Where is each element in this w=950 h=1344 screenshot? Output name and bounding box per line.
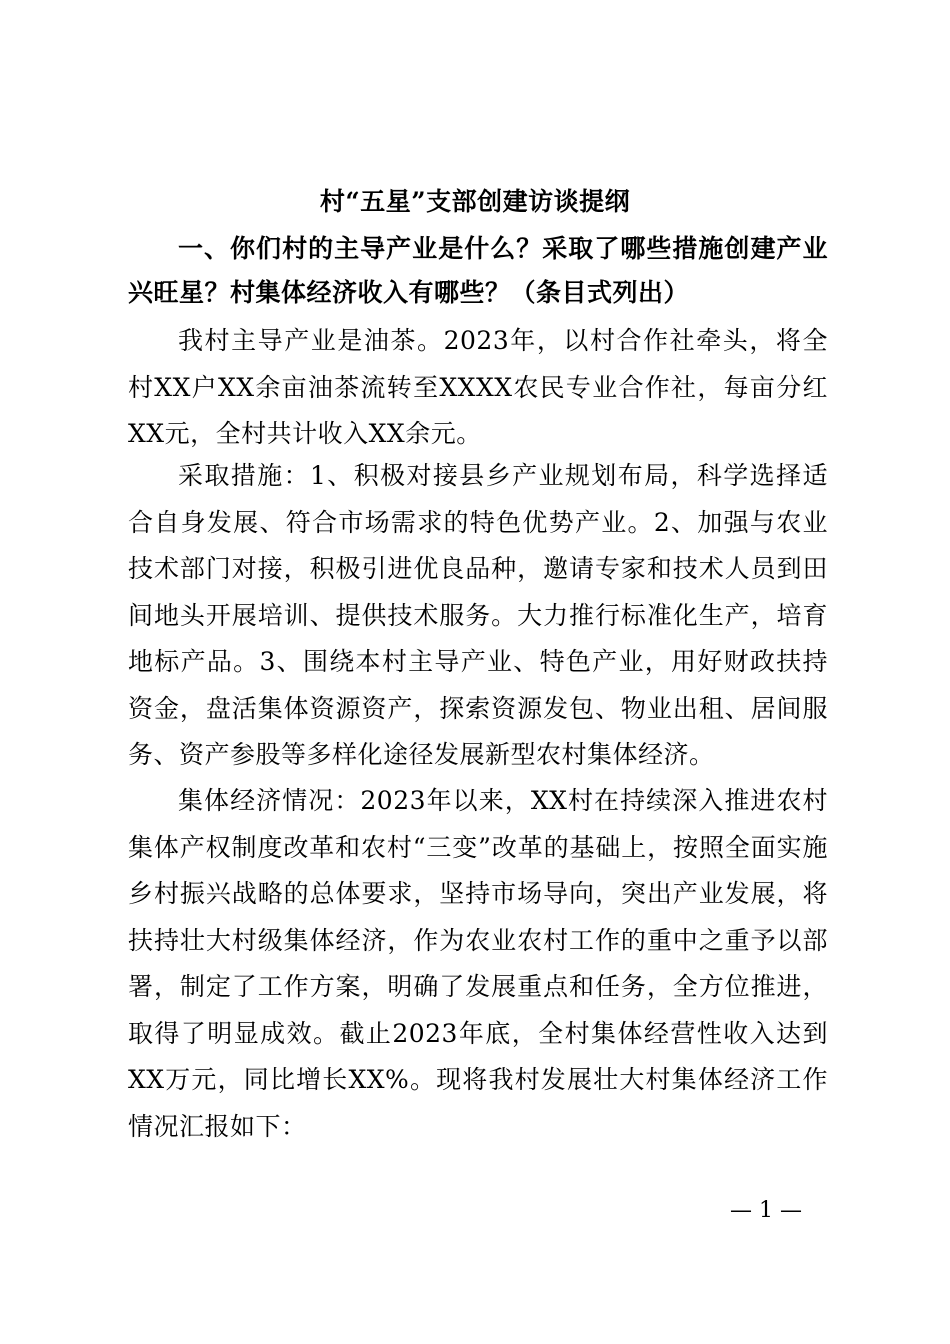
paragraph-measures: 采取措施：1、积极对接县乡产业规划布局，科学选择适合自身发展、符合市场需求的特色优势产业。2、加强与农业技术部门对接，积极引进优良品种，邀请专家和技术人员到田间地头开展培训、提供技术服务。大力推行标准化生产，培育地标产品。3、围绕本村主导产业、特色产业，用好财政扶持资金，盘活集体资源资产，探索资源发包、物业出租、居间服务、资产参股等多样化途径发展新型农村集体经济。 <box>128 461 828 769</box>
paragraph-industry: 我村主导产业是油茶。2023年，以村合作社牵头，将全村XX户XX余亩油茶流转至XXXX农民专业合作社，每亩分红XX元，全村共计收入XX余元。 <box>128 326 828 448</box>
section-heading: 一、你们村的主导产业是什么？采取了哪些措施创建产业兴旺星？村集体经济收入有哪些？（条目式列出） <box>128 234 828 307</box>
page-number: — 1 — <box>730 1198 802 1223</box>
paragraph-collective-economy: 集体经济情况：2023年以来，XX村在持续深入推进农村集体产权制度改革和农村“三变”改革的基础上，按照全面实施乡村振兴战略的总体要求，坚持市场导向，突出产业发展，将扶持壮大村级集体经济，作为农业农村工作的重中之重予以部署，制定了工作方案，明确了发展重点和任务，全方位推进，取得了明显成效。截止2023年底，全村集体经营性收入达到XX万元，同比增长XX%。现将我村发展壮大村集体经济工作情况汇报如下： <box>128 786 828 1141</box>
document-title: 村“五星”支部创建访谈提纲 <box>319 187 631 216</box>
